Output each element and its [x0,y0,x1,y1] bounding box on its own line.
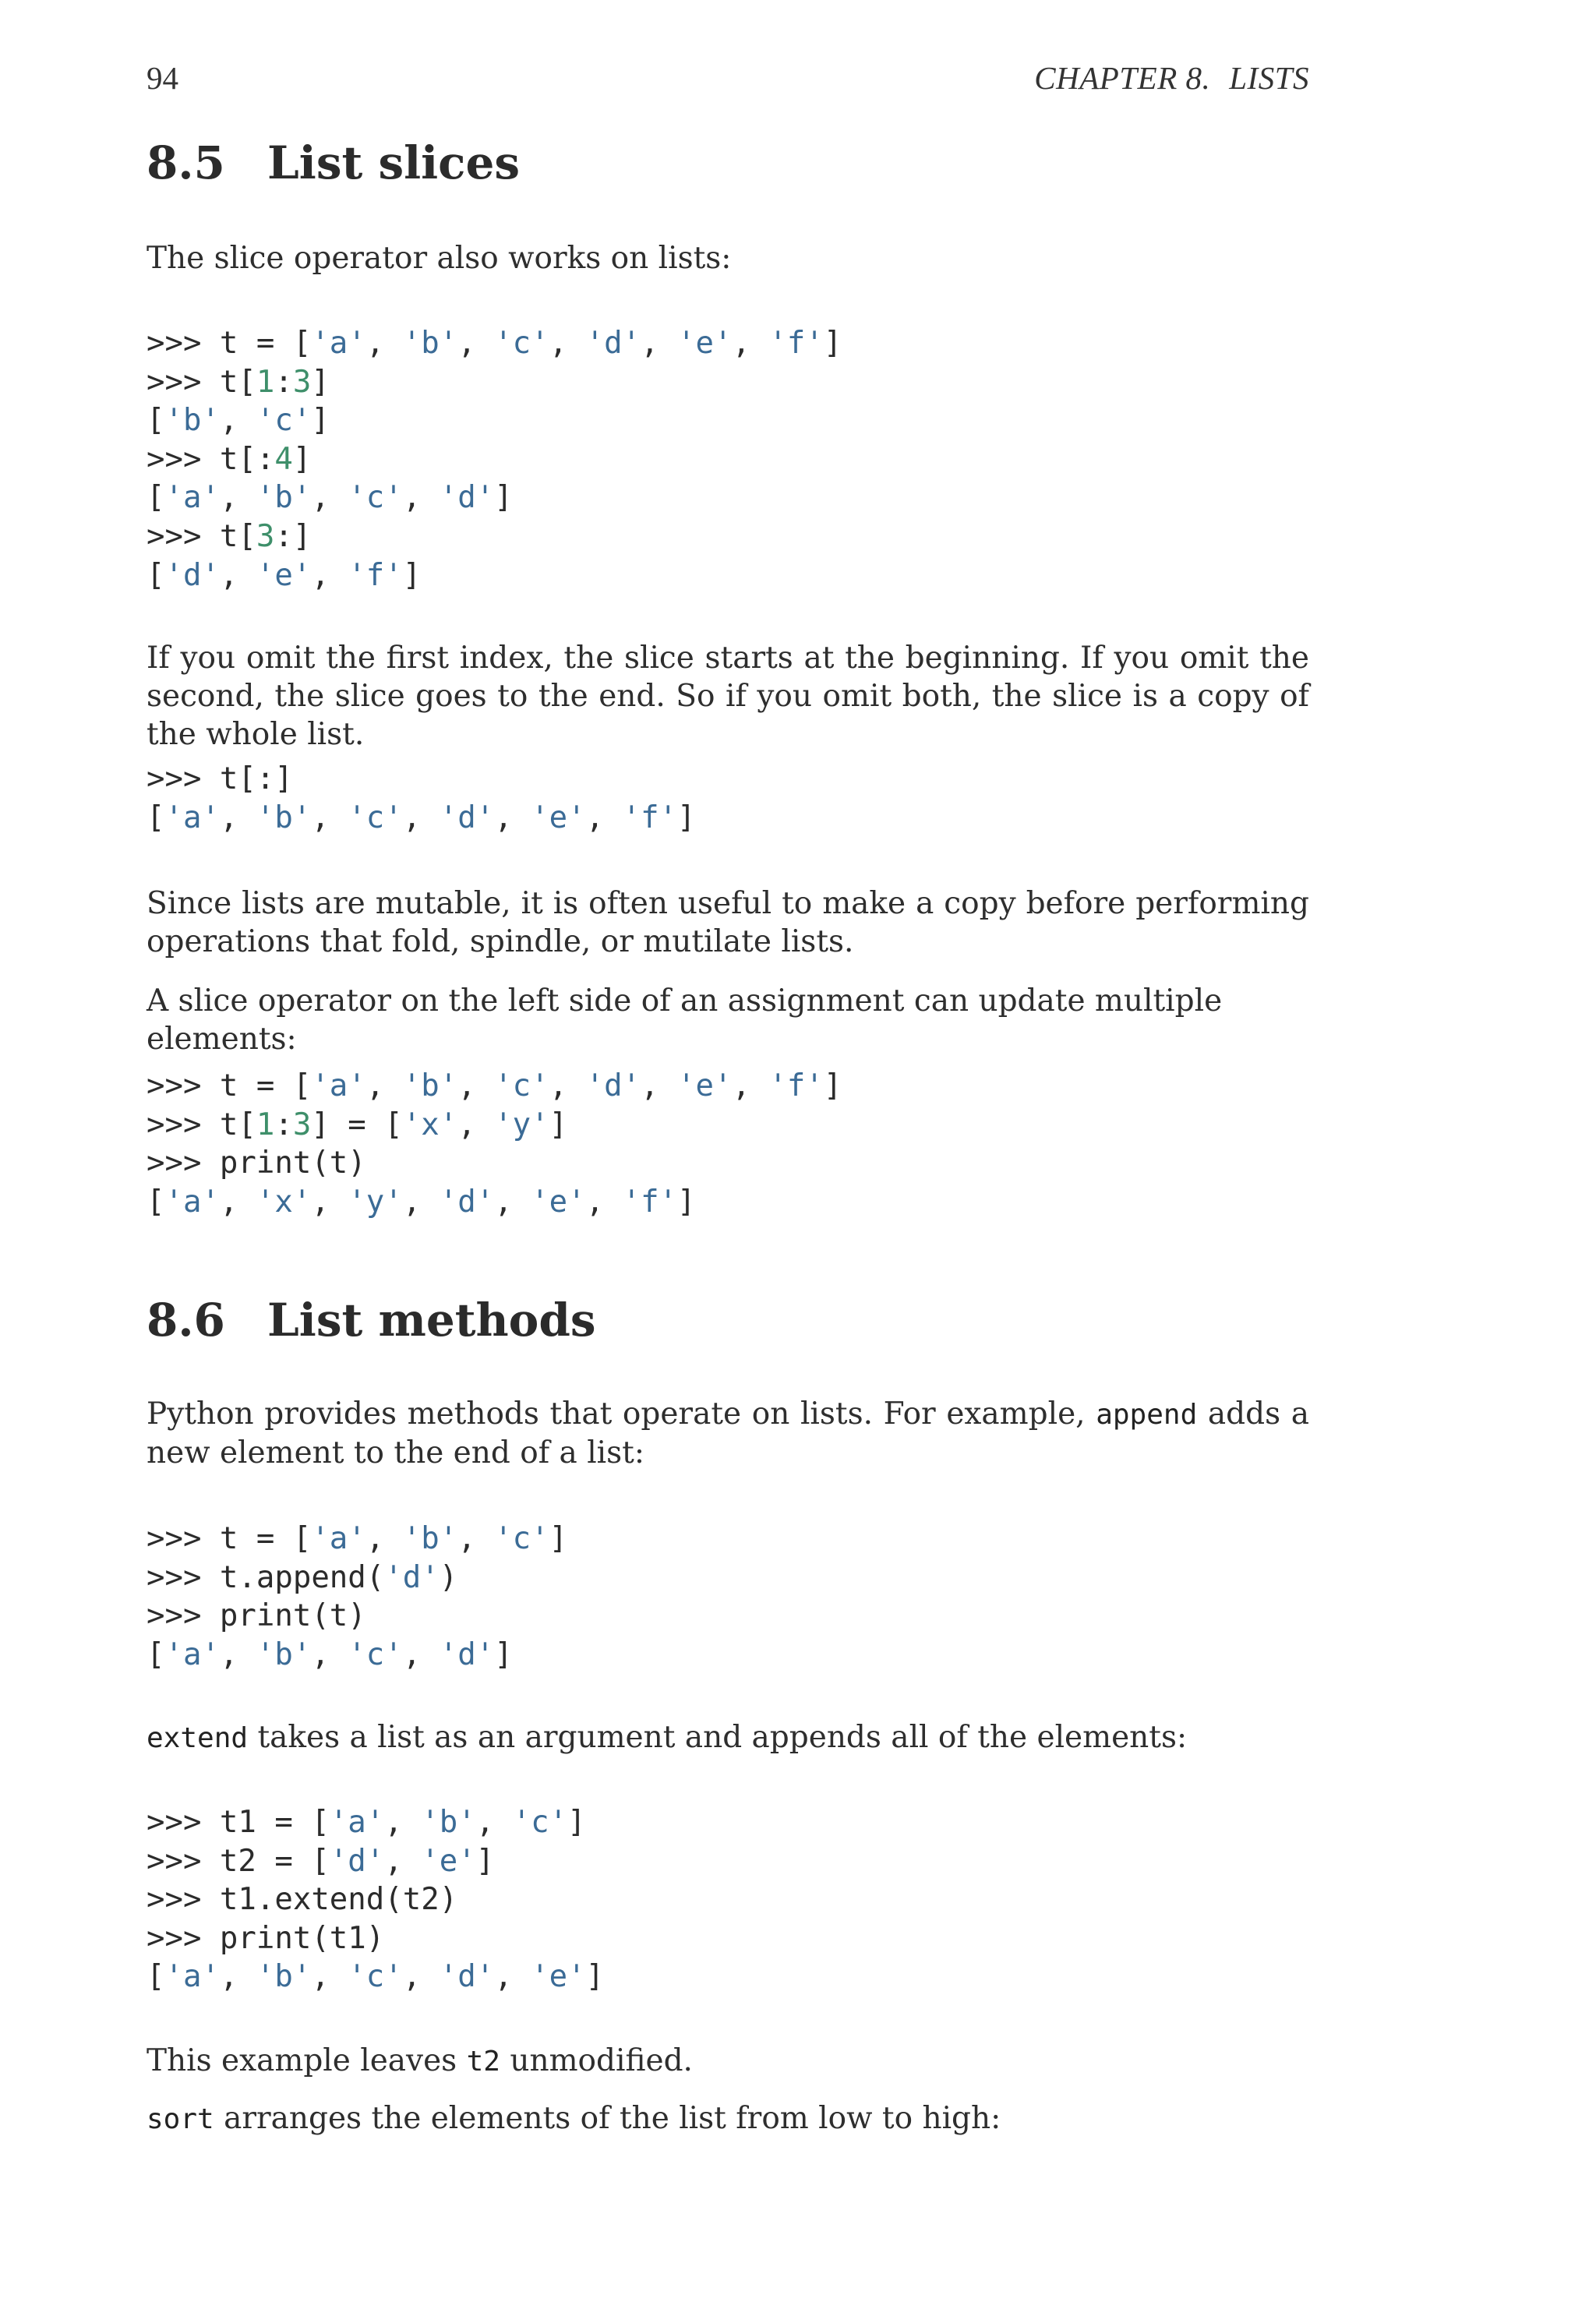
text-run: This example leaves [147,2043,467,2078]
code-text: >>> t = [ [147,326,312,361]
paragraph-slice-assign: A slice operator on the left side of an assignment can update multiple elements: [147,983,1223,1057]
code-text: , [402,1959,440,1995]
code-text: , [311,1959,348,1995]
code-text: , [311,1184,348,1220]
code-string: 'd' [329,1843,385,1879]
code-text: [ [147,403,165,439]
code-string: 'd' [585,326,641,361]
code-line [147,440,842,479]
text-run: unmodified. [500,2043,693,2078]
code-text: , [384,1843,422,1879]
code-string: 'e' [421,1843,476,1879]
code-text: [ [147,800,165,835]
code-text: >>> t[:] [147,761,293,796]
code-string: 'c' [348,480,403,516]
code-line [147,1842,604,1881]
code-line [147,1958,604,1997]
code-text: , [311,800,348,835]
code-block-slice-assign [147,1067,842,1221]
code-text: , [402,800,440,835]
code-text: , [219,1959,256,1995]
code-text: , [494,1184,531,1220]
inline-code-append: append [1096,1399,1198,1431]
code-text: :] [274,518,312,554]
code-line [147,324,842,363]
code-line [147,1144,842,1183]
code-text: >>> t[ [147,364,256,400]
code-string: 'c' [348,1636,403,1672]
code-string: 'd' [164,557,220,593]
code-text: ] [475,1843,495,1879]
section-number: 8.5 [147,136,225,189]
code-text: ] [311,364,330,400]
code-text: , [402,480,440,516]
code-string: 'd' [439,1959,495,1995]
paragraph-sort [147,2099,1309,2138]
code-string: 'y' [494,1107,549,1142]
code-text: , [641,1068,678,1103]
code-text: , [384,1805,422,1840]
code-text: [ [147,1636,165,1672]
code-text: , [402,1184,440,1220]
code-text: : [274,364,293,400]
code-text: , [457,1521,495,1556]
code-block-slices [147,324,842,595]
code-text: , [585,1184,623,1220]
code-string: 'a' [311,1521,366,1556]
code-text: >>> print(t) [147,1598,366,1634]
text-run: arranges the elements of the list from low to high: [214,2101,1001,2136]
code-text: , [219,403,256,439]
code-number: 1 [256,1107,275,1142]
code-string: 'b' [256,480,312,516]
code-string: 'b' [256,800,312,835]
code-block-extend [147,1803,604,1997]
code-text: , [219,1636,256,1672]
code-text: [ [147,557,165,593]
code-text: , [219,480,256,516]
code-string: 'f' [622,1184,678,1220]
code-string: 'b' [164,403,220,439]
code-string: 'e' [256,557,312,593]
code-string: 'x' [256,1184,312,1220]
code-text: ] [402,557,422,593]
code-text: ] [549,1521,568,1556]
code-string: 'c' [512,1805,568,1840]
code-text: >>> t1 = [ [147,1805,330,1840]
code-line [147,1559,567,1598]
paragraph-unmodified [147,2042,1309,2081]
code-number: 3 [292,364,312,400]
section-title: List methods [267,1294,596,1347]
code-text: , [219,1184,256,1220]
code-line [147,1597,567,1636]
code-string: 'b' [402,1521,458,1556]
code-text: , [457,1107,495,1142]
code-string: 'e' [677,326,733,361]
code-line [147,1106,842,1145]
code-text: , [732,326,769,361]
code-text: >>> t = [ [147,1521,312,1556]
code-string: 'e' [531,800,586,835]
code-text: : [274,1107,293,1142]
text-run: adds a new element to the end of a list: [147,1396,1309,1470]
code-string: 'f' [768,326,824,361]
code-line [147,1919,604,1958]
code-text: , [457,326,495,361]
code-string: 'd' [439,1636,495,1672]
code-text: , [494,800,531,835]
code-block-append [147,1520,567,1674]
code-string: 'y' [348,1184,403,1220]
paragraph-slice-intro: The slice operator also works on lists: [147,241,732,276]
code-text: , [402,1636,440,1672]
paragraph-methods-intro [147,1395,1309,1472]
code-text: ] [292,441,312,477]
code-text: ] [567,1805,586,1840]
code-text: , [365,1068,403,1103]
code-text: ) [439,1559,458,1595]
page-number: 94 [147,60,178,96]
section-title: List slices [267,136,521,189]
code-text: ] [494,480,513,516]
code-text: ] [823,326,842,361]
paragraph-mutable: Since lists are mutable, it is often useful to make a copy before performing operations that fold, spindle, or mutilate lists. [147,886,1309,959]
code-text: >>> t = [ [147,1068,312,1103]
code-string: 'a' [329,1805,385,1840]
code-string: 'a' [311,326,366,361]
code-text: , [311,1636,348,1672]
code-text: , [219,800,256,835]
code-text: ] [677,800,696,835]
code-number: 1 [256,364,275,400]
section-heading-8-5 [147,136,521,189]
code-line [147,1880,604,1919]
code-text: , [549,1068,586,1103]
code-line [147,760,696,799]
code-string: 'f' [622,800,678,835]
code-line [147,1067,842,1106]
code-line [147,478,842,517]
code-text: , [494,1959,531,1995]
code-text: >>> t[: [147,441,275,477]
section-number: 8.6 [147,1294,225,1347]
code-string: 'b' [402,326,458,361]
code-line [147,799,696,838]
code-text: >>> print(t) [147,1146,366,1181]
code-line [147,556,842,595]
code-text: , [585,800,623,835]
code-text: , [365,326,403,361]
code-string: 'f' [348,557,403,593]
code-line [147,1520,567,1559]
code-string: 'a' [164,1959,220,1995]
text-run: takes a list as an argument and appends all of the elements: [248,1720,1188,1755]
section-heading-8-6 [147,1294,596,1347]
chapter-title: LISTS [1229,60,1309,96]
code-number: 3 [256,518,275,554]
code-text: ] [311,403,330,439]
paragraph-omit-index: If you omit the first index, the slice starts at the beginning. If you omit the second, the slice goes to the end. So if you omit both, the slice is a copy of the whole list. [147,641,1309,752]
code-string: 'c' [256,403,312,439]
code-string: 'b' [421,1805,476,1840]
code-string: 'x' [402,1107,458,1142]
code-text: ] [823,1068,842,1103]
inline-code-extend: extend [147,1722,249,1754]
code-number: 3 [292,1107,312,1142]
code-string: 'c' [494,1521,549,1556]
code-text: ] [677,1184,696,1220]
code-string: 'd' [439,1184,495,1220]
code-text: , [311,557,348,593]
code-text: >>> t[ [147,1107,256,1142]
code-string: 'c' [348,1959,403,1995]
code-string: 'b' [402,1068,458,1103]
paragraph-extend [147,1718,1309,1757]
code-text: , [457,1068,495,1103]
code-block-copy [147,760,696,837]
code-text: , [219,557,256,593]
code-string: 'a' [311,1068,366,1103]
code-text: ] [494,1636,513,1672]
code-text: , [549,326,586,361]
inline-code-t2: t2 [466,2046,500,2078]
code-string: 'c' [494,1068,549,1103]
code-string: 'e' [531,1184,586,1220]
code-string: 'a' [164,480,220,516]
code-text: , [311,480,348,516]
code-text: , [475,1805,513,1840]
code-string: 'a' [164,1184,220,1220]
code-string: 'a' [164,800,220,835]
code-text: >>> t1.extend(t2) [147,1882,458,1918]
code-string: 'd' [439,480,495,516]
text-run: Python provides methods that operate on lists. For example, [147,1396,1096,1432]
code-text: , [732,1068,769,1103]
code-string: 'e' [531,1959,586,1995]
code-string: 'a' [164,1636,220,1672]
code-text: , [641,326,678,361]
code-string: 'f' [768,1068,824,1103]
running-header [1034,62,1309,94]
code-text: ] [549,1107,568,1142]
code-line [147,1636,567,1675]
code-string: 'e' [677,1068,733,1103]
code-text: >>> print(t1) [147,1920,385,1956]
code-text: >>> t.append( [147,1559,385,1595]
code-line [147,363,842,402]
code-text: [ [147,480,165,516]
code-string: 'd' [384,1559,440,1595]
code-line [147,1803,604,1842]
code-string: 'c' [348,800,403,835]
code-string: 'd' [585,1068,641,1103]
code-text: >>> t2 = [ [147,1843,330,1879]
code-line [147,401,842,440]
code-text: [ [147,1959,165,1995]
code-number: 4 [274,441,293,477]
code-line [147,517,842,556]
inline-code-sort: sort [147,2103,214,2135]
code-text: ] = [ [311,1107,403,1142]
code-text: , [365,1521,403,1556]
code-text: >>> t[ [147,518,256,554]
code-text: ] [585,1959,605,1995]
code-string: 'd' [439,800,495,835]
chapter-label: CHAPTER 8. [1034,60,1211,96]
code-string: 'b' [256,1636,312,1672]
code-line [147,1183,842,1222]
code-text: [ [147,1184,165,1220]
code-string: 'b' [256,1959,312,1995]
code-string: 'c' [494,326,549,361]
